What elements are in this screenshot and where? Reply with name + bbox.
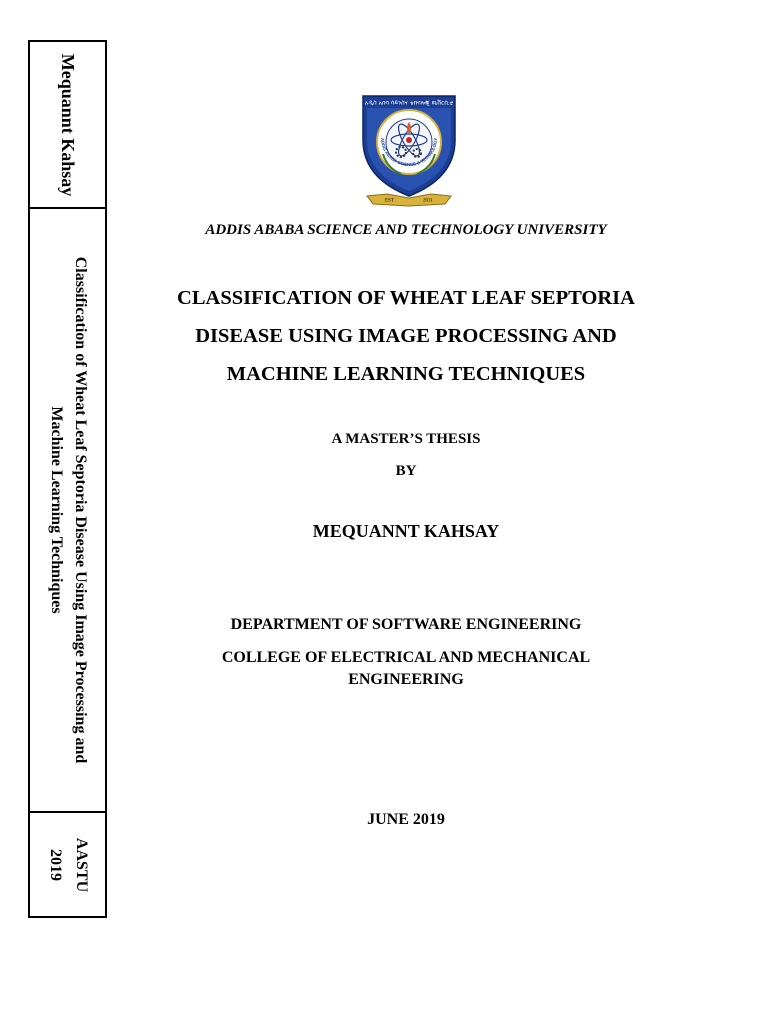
spine-institution: AASTU	[72, 837, 90, 892]
ribbon-right: 2011	[423, 198, 433, 204]
submission-date: JUNE 2019	[367, 811, 445, 828]
by-label: BY	[395, 463, 417, 479]
thesis-type: A MASTER’S THESIS	[331, 431, 481, 447]
spine-title-line2: Machine Learning Techniques	[47, 406, 65, 614]
thesis-title-line1: CLASSIFICATION OF WHEAT LEAF SEPTORIA	[177, 287, 635, 309]
spine-box	[28, 40, 107, 918]
college	[130, 647, 682, 691]
thesis-title	[130, 279, 682, 393]
seal-ring-text: ADDIS ABABA SCIENCE & TECHNOLOGY	[379, 137, 439, 168]
department: DEPARTMENT OF SOFTWARE ENGINEERING	[230, 616, 582, 633]
university-seal-icon	[357, 92, 461, 210]
spine-institution-year	[42, 837, 94, 891]
seal-top-text: አዲስ አበባ ሳይንስና ቴክኖሎጂ ዩኒቨርሲቲ	[364, 99, 454, 107]
ribbon-left: EST	[385, 198, 394, 204]
college-line1: COLLEGE OF ELECTRICAL AND MECHANICAL	[221, 649, 591, 666]
spine-year: 2019	[46, 848, 64, 881]
spine-title	[44, 257, 92, 764]
author-name: MEQUANNT KAHSAY	[312, 521, 500, 541]
university-name: ADDIS ABABA SCIENCE AND TECHNOLOGY UNIVERSITY	[205, 222, 607, 238]
thesis-title-line3: MACHINE LEARNING TECHNIQUES	[226, 363, 586, 385]
spine-author: Mequannt Kahsay	[57, 53, 78, 196]
thesis-title-line2: DISEASE USING IMAGE PROCESSING AND	[195, 325, 617, 347]
spine-title-line1: Classification of Wheat Leaf Septoria Disease Using Image Processing and	[71, 256, 89, 764]
spine-author-cell	[30, 42, 105, 209]
college-line2: ENGINEERING	[348, 671, 464, 688]
spine-year-cell	[30, 813, 105, 916]
spine-title-cell	[30, 209, 105, 813]
